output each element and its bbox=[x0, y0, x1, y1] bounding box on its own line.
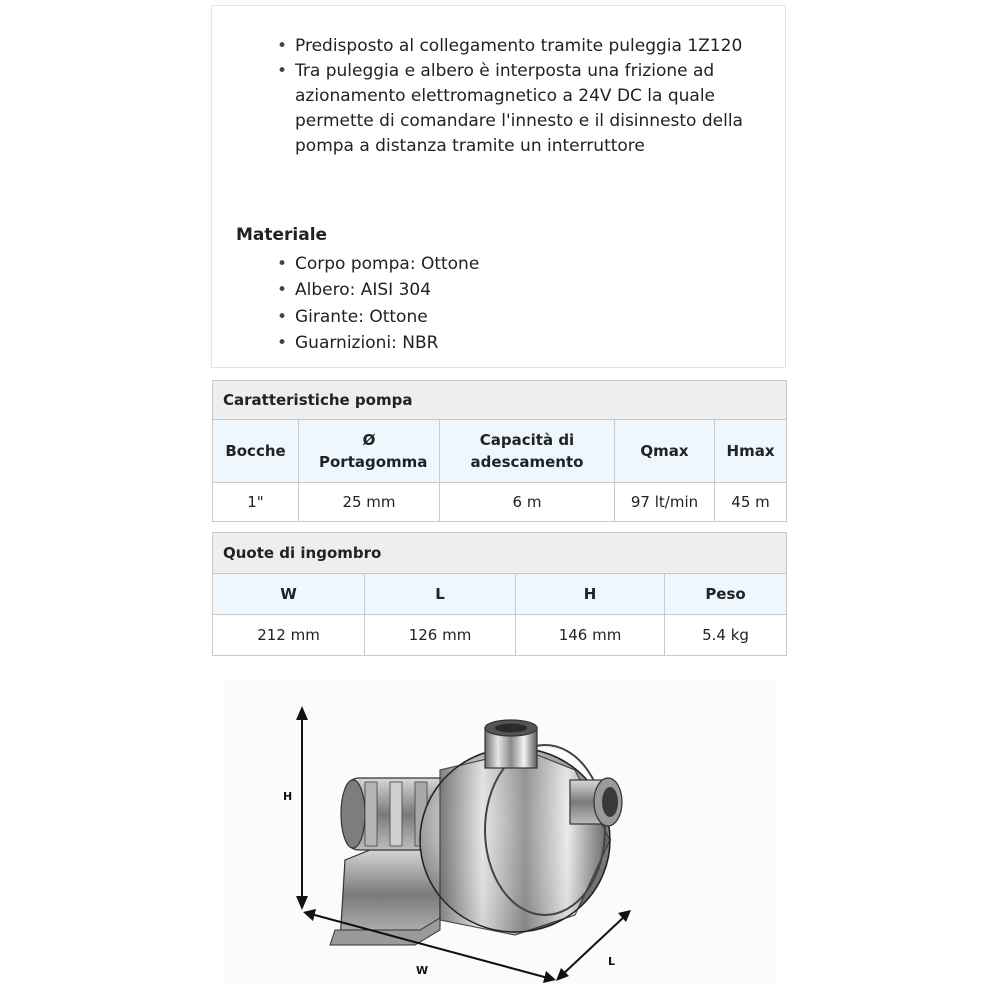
material-item: • Girante: Ottone bbox=[275, 304, 755, 330]
column-header bbox=[440, 420, 615, 483]
feature-item: • Tra puleggia e albero è interposta una frizione ad azionamento elettromagnetico a 24V DC la quale permette di comandare l'innesto e il disinnesto della pompa a distanza tramite un interruttore bbox=[275, 59, 755, 159]
materiale-heading: Materiale bbox=[236, 225, 328, 245]
column-header: Hmax bbox=[715, 420, 787, 483]
column-header: H bbox=[516, 574, 665, 615]
table-caption: Caratteristiche pompa bbox=[213, 381, 787, 420]
feature-item: • Predisposto al collegamento tramite puleggia 1Z120 bbox=[275, 34, 755, 59]
table-cell: 1" bbox=[213, 483, 299, 522]
features-list bbox=[275, 34, 755, 159]
pump-dimension-diagram bbox=[215, 680, 785, 990]
table-cell: 126 mm bbox=[365, 615, 516, 656]
material-item: • Guarnizioni: NBR bbox=[275, 330, 755, 356]
materials-list bbox=[275, 251, 755, 356]
table-cell: 146 mm bbox=[516, 615, 665, 656]
width-label: W bbox=[416, 964, 429, 977]
table-cell: 6 m bbox=[440, 483, 615, 522]
material-item: • Albero: AISI 304 bbox=[275, 277, 755, 303]
pump-characteristics-table bbox=[212, 380, 787, 522]
column-header: W bbox=[213, 574, 365, 615]
column-header-text: Capacità di adescamento bbox=[470, 431, 584, 471]
column-header: Qmax bbox=[615, 420, 715, 483]
dimensions-table bbox=[212, 532, 787, 656]
table-cell: 212 mm bbox=[213, 615, 365, 656]
pump-illustration bbox=[215, 680, 785, 990]
pump-body bbox=[420, 745, 610, 935]
column-header: Bocche bbox=[213, 420, 299, 483]
column-header: L bbox=[365, 574, 516, 615]
table-cell: 5.4 kg bbox=[665, 615, 787, 656]
column-header bbox=[299, 420, 440, 483]
column-header: Peso bbox=[665, 574, 787, 615]
material-item: • Corpo pompa: Ottone bbox=[275, 251, 755, 277]
table-cell: 25 mm bbox=[299, 483, 440, 522]
pump-inlet bbox=[570, 778, 622, 826]
table-cell: 45 m bbox=[715, 483, 787, 522]
description-box bbox=[211, 5, 786, 368]
height-label: H bbox=[283, 790, 293, 803]
table-caption: Quote di ingombro bbox=[213, 533, 787, 574]
column-header-text: Ø Portagomma bbox=[319, 431, 428, 471]
length-label: L bbox=[608, 955, 616, 968]
pump-outlet bbox=[485, 720, 537, 768]
table-cell: 97 lt/min bbox=[615, 483, 715, 522]
